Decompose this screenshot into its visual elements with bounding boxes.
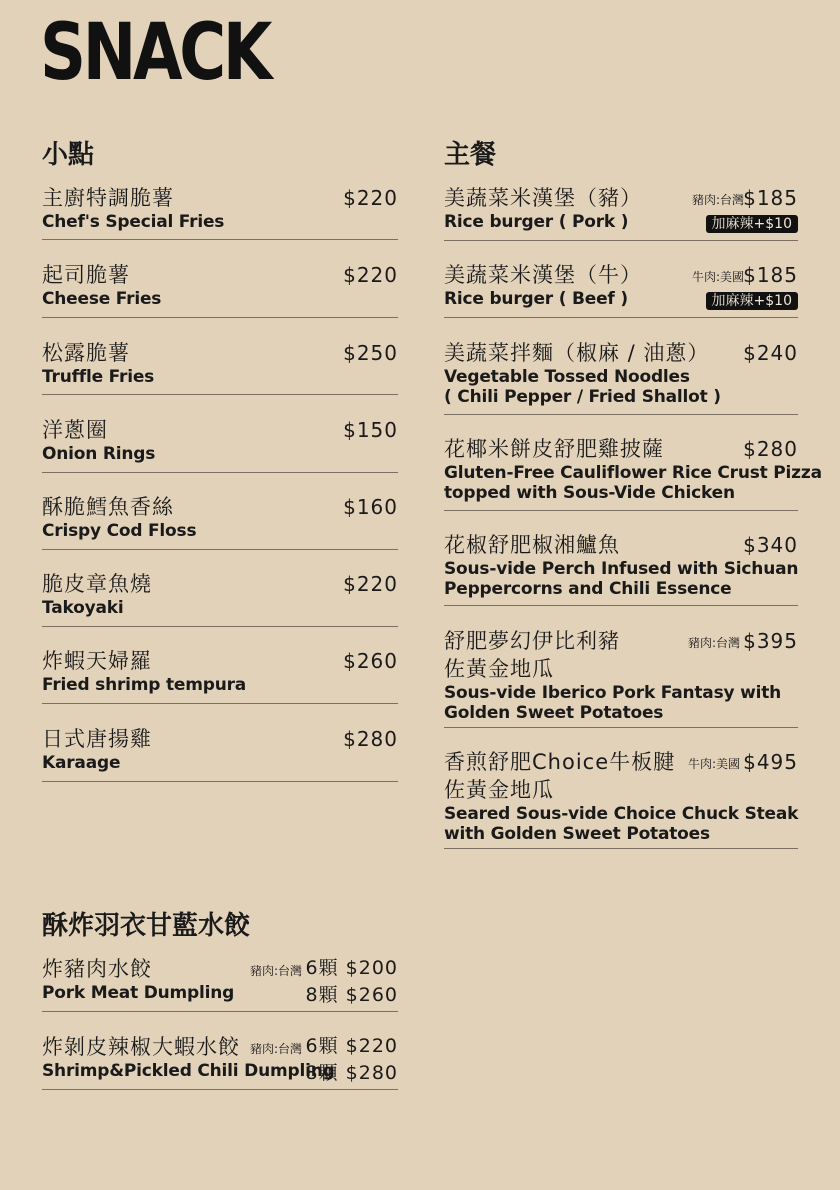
origin-label: 豬肉:台灣 (691, 193, 744, 207)
menu-item (444, 531, 798, 606)
item-name-en-line2: Golden Sweet Potatoes (444, 703, 664, 723)
spicy-addon-badge: 加麻辣+$10 (706, 215, 798, 233)
item-price: $220 (343, 186, 398, 210)
item-name-zh: 脆皮章魚燒 (42, 572, 152, 596)
menu-item (42, 955, 398, 1012)
item-name-zh: 炸剝皮辣椒大蝦水餃 (42, 1035, 240, 1059)
item-name-en: Rice burger ( Beef ) (444, 289, 628, 309)
origin-label: 豬肉:台灣 (249, 964, 302, 978)
item-name-en-line2: Peppercorns and Chili Essence (444, 579, 732, 599)
menu-item (444, 339, 798, 415)
item-name-zh: 花椰米餅皮舒肥雞披薩 (444, 437, 664, 461)
item-price: $280 (743, 437, 798, 461)
item-price: $280 (343, 727, 398, 751)
menu-item (444, 435, 822, 511)
item-name-zh: 主廚特調脆薯 (42, 186, 174, 210)
item-price: $185 (743, 186, 798, 210)
item-price: $150 (343, 418, 398, 442)
item-price: $220 (343, 263, 398, 287)
price-8pcs: 8顆 $260 (305, 984, 398, 1006)
item-name-zh-line1: 舒肥夢幻伊比利豬 (444, 629, 620, 653)
item-price: $340 (743, 533, 798, 557)
menu-item (42, 184, 398, 240)
item-name-zh: 炸蝦天婦羅 (42, 649, 152, 673)
origin-label: 牛肉:美國 (691, 270, 744, 284)
section-title-mains: 主餐 (444, 140, 497, 170)
menu-item (42, 493, 398, 550)
item-price: $185 (743, 263, 798, 287)
item-name-en-line1: Vegetable Tossed Noodles (444, 367, 690, 387)
page-title: SNACK (40, 8, 270, 98)
spicy-addon-badge: 加麻辣+$10 (706, 292, 798, 310)
item-name-zh-line2: 佐黃金地瓜 (444, 657, 554, 681)
item-name-zh: 松露脆薯 (42, 341, 130, 365)
item-name-en-line2: with Golden Sweet Potatoes (444, 824, 710, 844)
item-name-zh: 起司脆薯 (42, 263, 130, 287)
item-name-zh: 酥脆鱈魚香絲 (42, 495, 174, 519)
menu-item (42, 416, 398, 473)
item-price: $260 (343, 649, 398, 673)
item-name-en: Onion Rings (42, 444, 156, 464)
menu-item (42, 647, 398, 704)
item-name-en: Rice burger ( Pork ) (444, 212, 629, 232)
item-name-en: Cheese Fries (42, 289, 162, 309)
menu-item (444, 261, 798, 318)
item-name-en-line1: Sous-vide Perch Infused with Sichuan (444, 559, 799, 579)
item-name-zh: 美蔬菜米漢堡（豬） (444, 186, 642, 210)
item-name-en-line2: ( Chili Pepper / Fried Shallot ) (444, 387, 721, 407)
item-price: $395 (743, 629, 798, 653)
price-6pcs: 6顆 $220 (305, 1035, 398, 1057)
item-name-en: Pork Meat Dumpling (42, 983, 235, 1003)
item-price: $250 (343, 341, 398, 365)
menu-item (42, 261, 398, 318)
section-title-snacks: 小點 (42, 140, 95, 170)
menu-item (444, 748, 798, 849)
item-name-zh: 美蔬菜米漢堡（牛） (444, 263, 642, 287)
item-name-zh: 日式唐揚雞 (42, 727, 152, 751)
item-name-en-line2: topped with Sous-Vide Chicken (444, 483, 735, 503)
menu-item (444, 184, 798, 241)
menu-item (42, 570, 398, 627)
menu-item (444, 627, 798, 728)
item-name-en-line1: Seared Sous-vide Choice Chuck Steak (444, 804, 799, 824)
item-name-zh: 洋蔥圈 (42, 418, 108, 442)
item-name-en: Fried shrimp tempura (42, 675, 247, 695)
item-price: $220 (343, 572, 398, 596)
item-name-en: Karaage (42, 753, 121, 773)
item-name-en-line1: Gluten-Free Cauliflower Rice Crust Pizza (444, 463, 822, 483)
item-name-zh: 炸豬肉水餃 (42, 957, 152, 981)
menu-item (42, 339, 398, 395)
item-price: $240 (743, 341, 798, 365)
item-name-zh: 美蔬菜拌麵（椒麻 / 油蔥） (444, 341, 710, 365)
item-name-en: Chef's Special Fries (42, 212, 225, 232)
price-6pcs: 6顆 $200 (305, 957, 398, 979)
section-title-dumplings: 酥炸羽衣甘藍水餃 (42, 911, 251, 941)
item-name-en-line1: Sous-vide Iberico Pork Fantasy with (444, 683, 782, 703)
origin-label: 牛肉:美國 (687, 757, 740, 771)
item-name-en: Shrimp&Pickled Chili Dumpling (42, 1061, 335, 1081)
origin-label: 豬肉:台灣 (687, 636, 740, 650)
origin-label: 豬肉:台灣 (249, 1042, 302, 1056)
price-8pcs: 8顆 $280 (305, 1062, 398, 1084)
menu-item (42, 1033, 398, 1090)
menu-item (42, 725, 398, 782)
item-price: $495 (743, 750, 798, 774)
item-price: $160 (343, 495, 398, 519)
item-name-zh-line2: 佐黃金地瓜 (444, 778, 554, 802)
item-name-en: Truffle Fries (42, 367, 155, 387)
item-name-en: Crispy Cod Floss (42, 521, 197, 541)
item-name-zh-line1: 香煎舒肥Choice牛板腱 (444, 750, 676, 774)
item-name-en: Takoyaki (42, 598, 124, 618)
item-name-zh: 花椒舒肥椒湘鱸魚 (444, 533, 620, 557)
